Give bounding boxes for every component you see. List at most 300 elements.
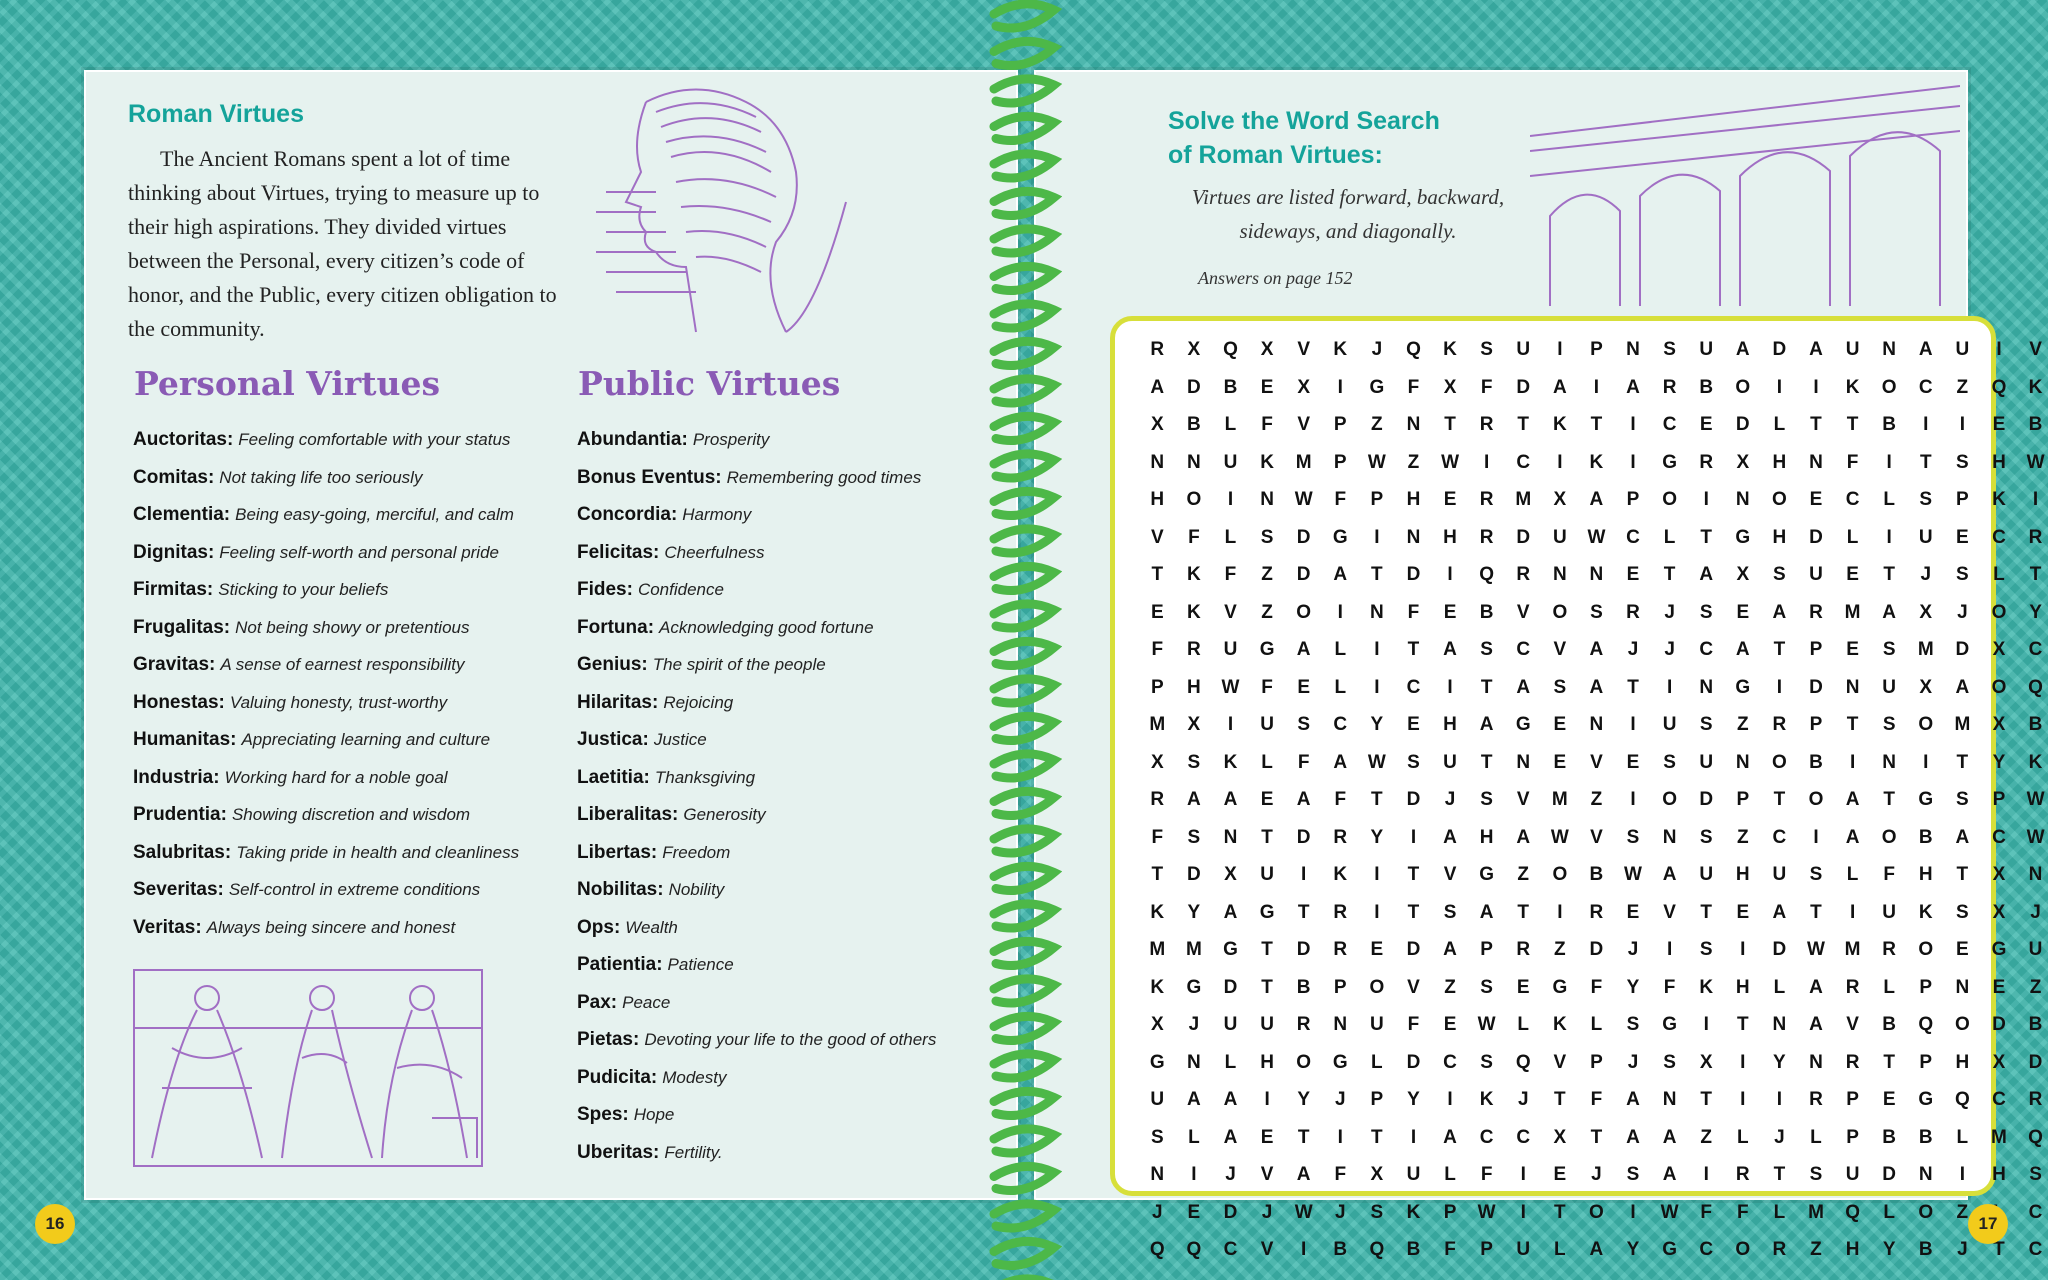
grid-letter[interactable]: Y (1407, 1089, 1420, 1110)
grid-letter[interactable]: Y (1187, 901, 1201, 923)
grid-letter[interactable]: J (1957, 1239, 1968, 1260)
grid-letter[interactable]: Z (1700, 1126, 1712, 1148)
grid-letter[interactable]: M (1954, 714, 1971, 735)
grid-letter[interactable]: N (1589, 564, 1604, 585)
grid-letter[interactable]: Z (1736, 714, 1749, 735)
grid-letter[interactable]: P (1846, 1089, 1859, 1110)
grid-letter[interactable]: M (1844, 939, 1861, 960)
grid-letter[interactable]: M (1808, 1201, 1824, 1223)
grid-letter[interactable]: D (1406, 1051, 1421, 1073)
grid-letter[interactable]: L (1846, 526, 1859, 548)
grid-letter[interactable]: K (1992, 489, 2006, 510)
grid-letter[interactable]: W (1624, 864, 1642, 885)
grid-letter[interactable]: U (1260, 714, 1274, 735)
grid-letter[interactable]: O (1772, 489, 1787, 510)
grid-letter[interactable]: X (1443, 376, 1457, 398)
grid-letter[interactable]: E (1626, 751, 1640, 773)
grid-letter[interactable]: E (1297, 676, 1311, 698)
grid-letter[interactable]: I (1740, 939, 1746, 960)
grid-letter[interactable]: E (1882, 1089, 1896, 1110)
grid-letter[interactable]: A (1516, 826, 1531, 848)
grid-letter[interactable]: C (1699, 1239, 1714, 1260)
grid-letter[interactable]: Y (1370, 826, 1384, 848)
grid-letter[interactable]: E (1553, 714, 1567, 735)
grid-letter[interactable]: S (1553, 676, 1567, 698)
grid-letter[interactable]: T (1371, 564, 1383, 585)
grid-letter[interactable]: P (1919, 1051, 1933, 1073)
grid-letter[interactable]: G (1149, 1051, 1165, 1073)
grid-letter[interactable]: J (1261, 1201, 1273, 1223)
grid-letter[interactable]: O (1735, 376, 1751, 398)
grid-letter[interactable]: C (1918, 376, 1933, 398)
grid-letter[interactable]: C (1516, 639, 1531, 660)
grid-letter[interactable]: A (1552, 376, 1567, 398)
grid-letter[interactable]: C (2028, 1201, 2043, 1223)
grid-letter[interactable]: D (1809, 526, 1823, 548)
grid-letter[interactable]: C (1333, 714, 1348, 735)
grid-letter[interactable]: Q (1223, 339, 1238, 360)
grid-letter[interactable]: G (1186, 976, 1202, 998)
grid-letter[interactable]: W (1294, 489, 1313, 510)
grid-letter[interactable]: L (1663, 526, 1676, 548)
grid-letter[interactable]: B (1918, 1239, 1933, 1260)
grid-letter[interactable]: L (1773, 976, 1786, 998)
grid-letter[interactable]: H (1955, 1051, 1970, 1073)
grid-letter[interactable]: K (1260, 451, 1274, 473)
grid-letter[interactable]: E (1626, 564, 1640, 585)
grid-letter[interactable]: L (1371, 1051, 1383, 1073)
grid-letter[interactable]: I (1374, 676, 1380, 698)
grid-letter[interactable]: C (1626, 526, 1640, 548)
grid-letter[interactable]: E (1699, 414, 1713, 435)
grid-letter[interactable]: D (1187, 376, 1201, 398)
grid-letter[interactable]: T (1371, 789, 1383, 810)
grid-letter[interactable]: S (1480, 339, 1493, 360)
grid-letter[interactable]: R (1662, 376, 1677, 398)
grid-letter[interactable]: Q (1186, 1239, 1202, 1260)
grid-letter[interactable]: L (1224, 414, 1237, 435)
grid-letter[interactable]: B (2028, 1014, 2043, 1035)
grid-letter[interactable]: N (1735, 489, 1750, 510)
grid-letter[interactable]: T (1444, 414, 1456, 435)
grid-letter[interactable]: F (1590, 976, 1603, 998)
grid-letter[interactable]: V (1297, 339, 1311, 360)
grid-letter[interactable]: S (1956, 564, 1969, 585)
grid-letter[interactable]: A (1918, 339, 1933, 360)
grid-letter[interactable]: J (1627, 939, 1639, 960)
grid-letter[interactable]: D (1296, 564, 1311, 585)
grid-letter[interactable]: U (1260, 1014, 1274, 1035)
grid-letter[interactable]: S (1370, 1201, 1384, 1223)
grid-letter[interactable]: J (1591, 1164, 1602, 1185)
grid-letter[interactable]: Q (1918, 1014, 1934, 1035)
grid-letter[interactable]: T (2029, 564, 2042, 585)
grid-letter[interactable]: B (2028, 414, 2043, 435)
grid-letter[interactable]: N (1406, 526, 1421, 548)
grid-letter[interactable]: Z (1517, 864, 1530, 885)
grid-letter[interactable]: M (1991, 1126, 2007, 1148)
grid-letter[interactable]: O (1186, 489, 1202, 510)
grid-letter[interactable]: D (2028, 1051, 2043, 1073)
grid-letter[interactable]: N (1662, 1089, 1677, 1110)
grid-letter[interactable]: U (1516, 1239, 1531, 1260)
grid-letter[interactable]: L (1883, 976, 1895, 998)
grid-letter[interactable]: L (1883, 489, 1895, 510)
grid-letter[interactable]: I (1630, 451, 1636, 473)
grid-letter[interactable]: F (1700, 1201, 1712, 1223)
grid-letter[interactable]: T (1883, 564, 1895, 585)
grid-letter[interactable]: S (1187, 751, 1201, 773)
grid-letter[interactable]: V (1553, 639, 1567, 660)
grid-letter[interactable]: Q (1845, 1201, 1860, 1223)
grid-letter[interactable]: K (1699, 976, 1714, 998)
grid-letter[interactable]: W (1441, 451, 1460, 473)
grid-letter[interactable]: B (1479, 601, 1494, 623)
grid-letter[interactable]: E (1260, 1126, 1274, 1148)
grid-letter[interactable]: Z (1261, 564, 1273, 585)
grid-letter[interactable]: C (1443, 1051, 1457, 1073)
grid-letter[interactable]: O (1552, 864, 1568, 885)
grid-letter[interactable]: F (1188, 526, 1200, 548)
grid-letter[interactable]: U (1955, 339, 1970, 360)
grid-letter[interactable]: M (1185, 939, 1202, 960)
grid-letter[interactable]: A (1735, 639, 1750, 660)
grid-letter[interactable]: U (1699, 864, 1714, 885)
grid-letter[interactable]: J (1920, 564, 1932, 585)
grid-letter[interactable]: G (1515, 714, 1531, 735)
grid-letter[interactable]: A (1735, 339, 1750, 360)
grid-letter[interactable]: I (1447, 676, 1453, 698)
grid-letter[interactable]: H (1187, 676, 1201, 698)
grid-letter[interactable]: F (1846, 451, 1859, 473)
grid-letter[interactable]: H (1260, 1051, 1274, 1073)
grid-letter[interactable]: R (1187, 639, 1201, 660)
grid-letter[interactable]: G (1662, 1014, 1677, 1035)
grid-letter[interactable]: X (1992, 1051, 2006, 1073)
grid-letter[interactable]: I (1593, 376, 1600, 398)
grid-letter[interactable]: X (1736, 451, 1750, 473)
grid-letter[interactable]: C (1406, 676, 1421, 698)
grid-letter[interactable]: N (1552, 564, 1567, 585)
grid-letter[interactable]: T (1700, 1089, 1712, 1110)
grid-letter[interactable]: W (1660, 1201, 1679, 1223)
grid-letter[interactable]: K (1150, 976, 1165, 998)
grid-letter[interactable]: I (1740, 1051, 1746, 1073)
grid-letter[interactable]: L (1846, 864, 1859, 885)
grid-letter[interactable]: R (1150, 789, 1165, 810)
grid-letter[interactable]: B (1699, 376, 1714, 398)
grid-letter[interactable]: V (1224, 601, 1237, 623)
grid-letter[interactable]: R (1479, 526, 1494, 548)
grid-letter[interactable]: G (1259, 639, 1275, 660)
grid-letter[interactable]: F (1297, 751, 1310, 773)
grid-letter[interactable]: E (1443, 601, 1457, 623)
grid-letter[interactable]: U (1552, 526, 1567, 548)
grid-letter[interactable]: G (1662, 1239, 1677, 1260)
grid-letter[interactable]: D (1882, 1164, 1897, 1185)
grid-letter[interactable]: N (1809, 451, 1823, 473)
grid-letter[interactable]: K (1918, 901, 1933, 923)
grid-letter[interactable]: A (1296, 639, 1311, 660)
grid-letter[interactable]: U (1260, 864, 1274, 885)
grid-letter[interactable]: F (1261, 414, 1273, 435)
grid-letter[interactable]: T (1297, 1126, 1310, 1148)
grid-letter[interactable]: F (1334, 789, 1347, 810)
grid-letter[interactable]: F (1224, 564, 1237, 585)
grid-letter[interactable]: R (1479, 489, 1494, 510)
grid-letter[interactable]: S (1699, 939, 1713, 960)
grid-letter[interactable]: O (1991, 676, 2007, 698)
grid-letter[interactable]: Y (2029, 601, 2042, 623)
grid-letter[interactable]: G (1332, 1051, 1348, 1073)
grid-letter[interactable]: G (1918, 789, 1934, 810)
grid-letter[interactable]: X (1187, 714, 1201, 735)
grid-letter[interactable]: T (1407, 639, 1420, 660)
grid-letter[interactable]: M (1149, 939, 1166, 960)
grid-letter[interactable]: M (1551, 789, 1568, 810)
grid-letter[interactable]: A (1662, 864, 1677, 885)
grid-letter[interactable]: P (1626, 489, 1640, 510)
grid-letter[interactable]: A (1955, 826, 1970, 848)
grid-letter[interactable]: C (2028, 1239, 2043, 1260)
grid-letter[interactable]: B (1296, 976, 1311, 998)
grid-letter[interactable]: A (1187, 1089, 1201, 1110)
grid-letter[interactable]: K (1443, 339, 1457, 360)
grid-letter[interactable]: I (1447, 564, 1453, 585)
grid-letter[interactable]: U (1809, 564, 1823, 585)
grid-letter[interactable]: S (1809, 1164, 1823, 1185)
grid-letter[interactable]: S (1956, 451, 1969, 473)
grid-letter[interactable]: T (1297, 901, 1310, 923)
grid-letter[interactable]: C (1992, 1089, 2006, 1110)
grid-letter[interactable]: E (1992, 976, 2006, 998)
grid-letter[interactable]: A (1516, 676, 1531, 698)
grid-letter[interactable]: T (1627, 676, 1639, 698)
grid-letter[interactable]: I (2032, 489, 2039, 510)
grid-letter[interactable]: U (1772, 864, 1787, 885)
grid-letter[interactable]: I (1520, 1164, 1526, 1185)
grid-letter[interactable]: T (1480, 751, 1493, 773)
grid-letter[interactable]: I (1484, 451, 1490, 473)
grid-letter[interactable]: I (1776, 1089, 1783, 1110)
grid-letter[interactable]: T (1846, 714, 1859, 735)
grid-letter[interactable]: T (1517, 901, 1530, 923)
grid-letter[interactable]: T (1554, 1201, 1566, 1223)
grid-letter[interactable]: H (1735, 864, 1750, 885)
grid-letter[interactable]: I (1337, 1126, 1343, 1148)
grid-letter[interactable]: O (1772, 751, 1787, 773)
grid-letter[interactable]: X (1699, 1051, 1713, 1073)
grid-letter[interactable]: T (1700, 901, 1712, 923)
grid-letter[interactable]: K (1187, 601, 1201, 623)
grid-letter[interactable]: F (1590, 1089, 1603, 1110)
grid-letter[interactable]: L (1590, 1014, 1603, 1035)
grid-letter[interactable]: P (1992, 789, 2006, 810)
grid-letter[interactable]: B (1882, 414, 1897, 435)
grid-letter[interactable]: S (1919, 489, 1933, 510)
grid-letter[interactable]: C (1992, 526, 2006, 548)
grid-letter[interactable]: U (1369, 1014, 1384, 1035)
grid-letter[interactable]: I (1886, 526, 1892, 548)
grid-letter[interactable]: T (1554, 1089, 1566, 1110)
grid-letter[interactable]: P (1809, 639, 1823, 660)
grid-letter[interactable]: W (1807, 939, 1825, 960)
grid-letter[interactable]: O (1296, 601, 1312, 623)
grid-letter[interactable]: L (1736, 1126, 1749, 1148)
grid-letter[interactable]: R (1735, 1164, 1750, 1185)
grid-letter[interactable]: S (1407, 751, 1420, 773)
grid-letter[interactable]: K (1187, 564, 1201, 585)
grid-letter[interactable]: V (1516, 601, 1530, 623)
grid-letter[interactable]: I (1557, 451, 1563, 473)
grid-letter[interactable]: L (1188, 1126, 1200, 1148)
grid-letter[interactable]: H (1443, 714, 1457, 735)
grid-letter[interactable]: A (1333, 751, 1348, 773)
grid-letter[interactable]: V (1846, 1014, 1859, 1035)
grid-letter[interactable]: G (1223, 939, 1238, 960)
grid-letter[interactable]: R (1516, 564, 1531, 585)
grid-letter[interactable]: F (1663, 976, 1676, 998)
grid-letter[interactable]: E (1736, 601, 1750, 623)
grid-letter[interactable]: D (1699, 789, 1714, 810)
grid-letter[interactable]: H (1772, 526, 1787, 548)
grid-letter[interactable]: S (1956, 789, 1969, 810)
grid-letter[interactable]: R (2028, 526, 2043, 548)
grid-letter[interactable]: Z (1554, 939, 1566, 960)
grid-letter[interactable]: E (1443, 1014, 1457, 1035)
grid-letter[interactable]: P (1846, 1126, 1859, 1148)
grid-letter[interactable]: N (1333, 1014, 1348, 1035)
grid-letter[interactable]: V (1260, 1239, 1274, 1260)
grid-letter[interactable]: T (1993, 1239, 2005, 1260)
grid-letter[interactable]: I (1959, 414, 1965, 435)
grid-letter[interactable]: T (1773, 1164, 1786, 1185)
grid-letter[interactable]: L (1993, 564, 2005, 585)
grid-letter[interactable]: X (1150, 751, 1164, 773)
grid-letter[interactable]: E (1370, 939, 1384, 960)
grid-letter[interactable]: P (1480, 1239, 1493, 1260)
grid-letter[interactable]: E (1443, 489, 1457, 510)
grid-letter[interactable]: J (2030, 901, 2041, 923)
grid-letter[interactable]: K (1845, 376, 1860, 398)
grid-letter[interactable]: F (1334, 489, 1347, 510)
grid-letter[interactable]: Q (1515, 1051, 1531, 1073)
grid-letter[interactable]: W (1587, 526, 1606, 548)
grid-letter[interactable]: I (1557, 339, 1563, 360)
grid-letter[interactable]: A (1882, 601, 1897, 623)
grid-letter[interactable]: H (1443, 526, 1457, 548)
grid-letter[interactable]: F (1444, 1239, 1456, 1260)
grid-letter[interactable]: T (1517, 414, 1530, 435)
grid-letter[interactable]: S (1626, 1014, 1640, 1035)
grid-letter[interactable]: A (1223, 901, 1238, 923)
grid-letter[interactable]: I (1813, 376, 1819, 398)
grid-letter[interactable]: S (1187, 826, 1201, 848)
grid-letter[interactable]: E (1992, 414, 2006, 435)
grid-letter[interactable]: M (1149, 714, 1166, 735)
grid-letter[interactable]: E (1516, 976, 1530, 998)
grid-letter[interactable]: R (1333, 901, 1348, 923)
grid-letter[interactable]: A (1626, 1126, 1640, 1148)
grid-letter[interactable]: P (1443, 1201, 1457, 1223)
grid-letter[interactable]: X (1150, 1014, 1164, 1035)
grid-letter[interactable]: T (1773, 639, 1786, 660)
grid-letter[interactable]: A (1479, 901, 1494, 923)
grid-letter[interactable]: F (1736, 1201, 1749, 1223)
grid-letter[interactable]: Z (1590, 789, 1603, 810)
grid-letter[interactable]: Z (1444, 976, 1456, 998)
grid-letter[interactable]: Q (1991, 376, 2007, 398)
grid-letter[interactable]: A (1150, 376, 1165, 398)
grid-letter[interactable]: T (1700, 526, 1712, 548)
grid-letter[interactable]: A (1662, 1126, 1677, 1148)
grid-letter[interactable]: O (1991, 601, 2007, 623)
grid-letter[interactable]: S (1150, 1126, 1164, 1148)
grid-letter[interactable]: H (1845, 1239, 1860, 1260)
grid-letter[interactable]: H (1992, 451, 2006, 473)
grid-letter[interactable]: T (1407, 864, 1420, 885)
grid-letter[interactable]: P (1809, 714, 1823, 735)
grid-letter[interactable]: I (1557, 901, 1563, 923)
grid-letter[interactable]: A (1845, 789, 1860, 810)
grid-letter[interactable]: H (1772, 451, 1787, 473)
grid-letter[interactable]: I (1996, 339, 2002, 360)
grid-letter[interactable]: J (1334, 1201, 1346, 1223)
grid-letter[interactable]: I (1630, 714, 1636, 735)
grid-letter[interactable]: A (1772, 901, 1787, 923)
grid-letter[interactable]: R (2028, 1089, 2043, 1110)
grid-letter[interactable]: A (1589, 1239, 1604, 1260)
grid-letter[interactable]: P (1150, 676, 1164, 698)
grid-letter[interactable]: C (1992, 826, 2006, 848)
grid-letter[interactable]: E (1553, 751, 1567, 773)
grid-letter[interactable]: S (1260, 526, 1274, 548)
grid-letter[interactable]: E (1150, 601, 1164, 623)
grid-letter[interactable]: N (1516, 751, 1531, 773)
grid-letter[interactable]: P (1333, 414, 1347, 435)
grid-letter[interactable]: M (1917, 639, 1934, 660)
grid-letter[interactable]: B (1918, 826, 1933, 848)
grid-letter[interactable]: Y (1992, 751, 2006, 773)
grid-letter[interactable]: E (1187, 1201, 1201, 1223)
grid-letter[interactable]: T (1151, 864, 1164, 885)
grid-letter[interactable]: T (1810, 414, 1822, 435)
grid-letter[interactable]: I (1666, 939, 1673, 960)
grid-letter[interactable]: U (1918, 526, 1933, 548)
grid-letter[interactable]: H (1735, 976, 1750, 998)
grid-letter[interactable]: N (1918, 1164, 1933, 1185)
grid-letter[interactable]: S (1663, 1051, 1676, 1073)
grid-letter[interactable]: R (1772, 714, 1787, 735)
grid-letter[interactable]: B (1187, 414, 1201, 435)
grid-letter[interactable]: N (1735, 751, 1750, 773)
grid-letter[interactable]: R (1772, 1239, 1787, 1260)
grid-letter[interactable]: I (1301, 1239, 1307, 1260)
grid-letter[interactable]: Q (1406, 339, 1421, 360)
grid-letter[interactable]: X (1150, 414, 1164, 435)
grid-letter[interactable]: N (1150, 451, 1165, 473)
grid-letter[interactable]: V (1443, 864, 1457, 885)
grid-letter[interactable]: X (1992, 714, 2006, 735)
grid-letter[interactable]: P (1956, 489, 1969, 510)
grid-letter[interactable]: F (1407, 1014, 1420, 1035)
grid-letter[interactable]: U (1223, 1014, 1238, 1035)
grid-letter[interactable]: C (1516, 1126, 1531, 1148)
grid-letter[interactable]: S (1956, 901, 1969, 923)
grid-letter[interactable]: B (1882, 1014, 1897, 1035)
grid-letter[interactable]: X (1919, 601, 1933, 623)
grid-letter[interactable]: A (1589, 676, 1604, 698)
